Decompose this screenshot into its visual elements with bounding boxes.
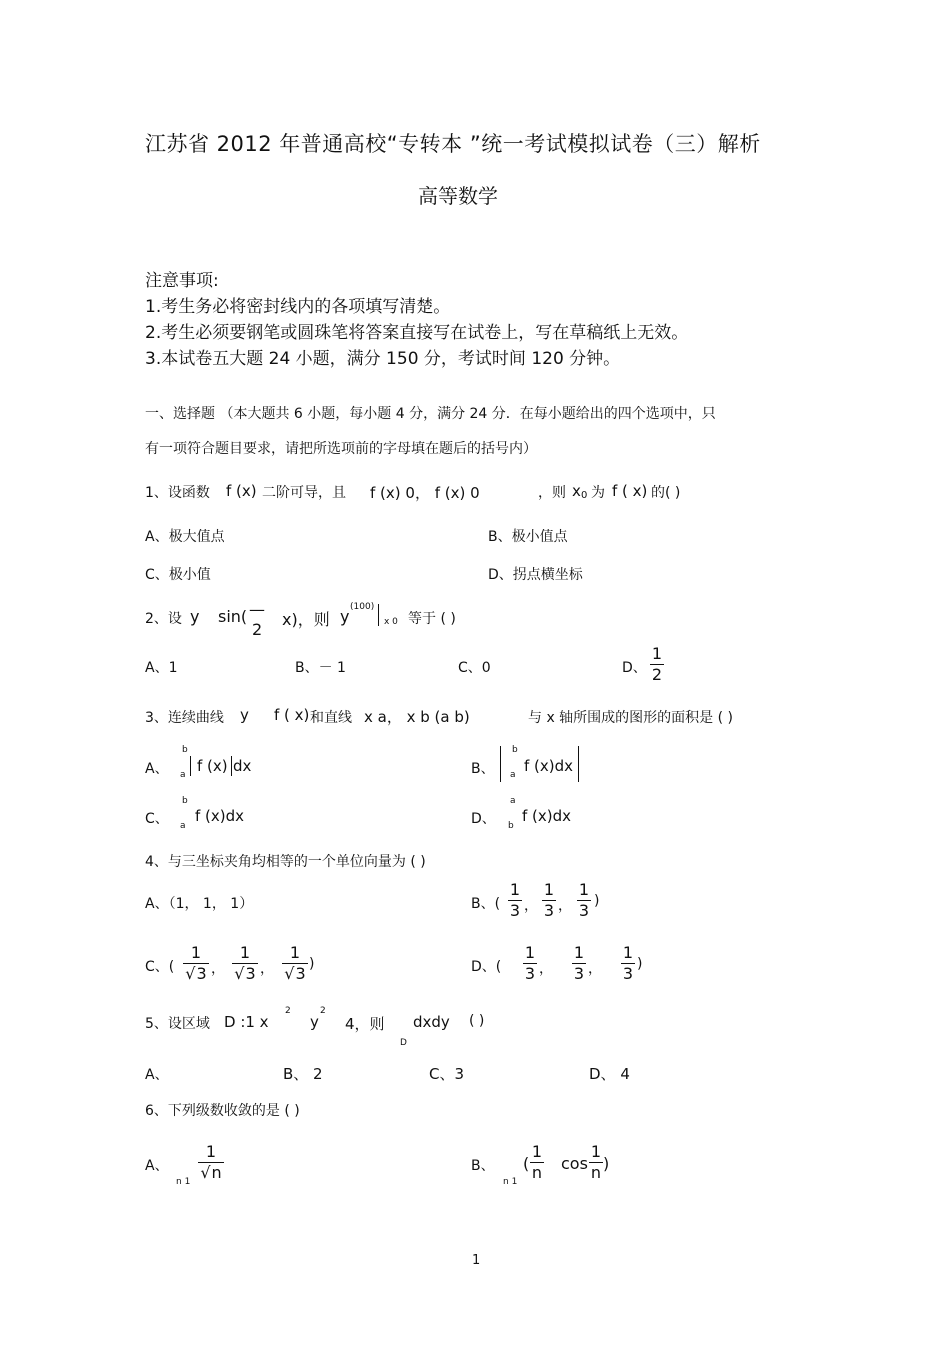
q2-eval-subscript: x 0 <box>384 617 398 627</box>
notes-block <box>145 268 688 372</box>
q3-function: f ( x) <box>274 706 310 724</box>
q3-option-b: B、 <box>471 761 495 777</box>
q4-option-b: B、( <box>471 896 501 912</box>
q5-domain: D :1 x <box>224 1013 269 1031</box>
q5-y: y <box>310 1013 319 1031</box>
q1-label: 1、设函数 <box>145 485 210 501</box>
q3-option-c: C、 <box>145 811 169 827</box>
q1-option-a: A、极大值点 <box>145 529 225 545</box>
q4-c-close: ) <box>309 956 315 972</box>
q1-x: x <box>572 482 581 500</box>
q4-b-fraction-1: 1 3 <box>509 880 521 920</box>
q3-b-abs-left <box>500 746 501 782</box>
q3-b-lower-limit: a <box>510 770 516 780</box>
q2-option-a: A、1 <box>145 660 178 676</box>
q4-d-close: ) <box>637 956 643 972</box>
q1-option-c: C、极小值 <box>145 567 211 583</box>
q3-b-integrand: f (x)dx <box>524 757 574 775</box>
q4-option-a: A、（1， 1， 1） <box>145 896 254 912</box>
q2-option-b: B、－ 1 <box>295 660 346 676</box>
q5-exp-2: 2 <box>320 1006 326 1016</box>
q2-sin: sin( <box>218 607 248 626</box>
q4-c-fraction-1: 1 √3 <box>183 944 209 983</box>
q1-text: 二阶可导，且 <box>262 485 346 501</box>
q3-a-abs-left <box>190 756 191 776</box>
q4-b-fraction-2: 1 3 <box>543 880 555 920</box>
q2-y: y <box>190 607 200 626</box>
q2-option-c: C、0 <box>458 660 491 676</box>
page-number: 1 <box>472 1253 481 1268</box>
q5-option-d: D、 4 <box>589 1065 630 1083</box>
q4-c-fraction-2: 1 √3 <box>232 944 258 983</box>
q3-a-upper-limit: b <box>182 745 188 755</box>
q5-blank: ( ) <box>469 1013 485 1029</box>
q2-option-d: D、 <box>622 660 647 676</box>
q2-y2: y <box>340 607 350 626</box>
section-heading-line2: 有一项符合题目要求，请把所选项前的字母填在题后的括号内） <box>145 441 537 457</box>
q3-blank: 与 x 轴所围成的图形的面积是 ( ) <box>528 710 734 726</box>
q4-c-fraction-3: 1 √3 <box>282 944 308 983</box>
q3-d-lower-limit: b <box>508 821 514 831</box>
q6-b-fraction-1: 1 n <box>531 1142 543 1182</box>
q5-option-a: A、 <box>145 1067 169 1083</box>
q6-option-b: B、 <box>471 1158 495 1174</box>
section-heading-line1: 一、选择题 （本大题共 6 小题，每小题 4 分，满分 24 分．在每小题给出的四个选项中，只 <box>145 406 716 422</box>
q5-option-c: C、3 <box>429 1065 465 1083</box>
q3-y: y <box>240 706 249 724</box>
q3-a-dx: dx <box>233 757 252 775</box>
q6-option-a: A、 <box>145 1158 169 1174</box>
q4-d-comma: ， <box>539 961 553 977</box>
q3-option-a: A、 <box>145 761 169 777</box>
q4-c-comma: ， <box>260 961 274 977</box>
q2-derivative-order: (100) <box>350 602 375 612</box>
q5-dxdy: dxdy <box>413 1013 450 1031</box>
q3-label: 3、连续曲线 <box>145 710 224 726</box>
q5-label: 5、设区域 <box>145 1016 210 1032</box>
q3-option-d: D、 <box>471 811 496 827</box>
document-subtitle: 高等数学 <box>418 184 498 208</box>
q4-d-fraction-3: 1 3 <box>622 943 634 983</box>
q1-wei: 为 <box>591 485 605 501</box>
q4-d-fraction-1: 1 3 <box>524 943 536 983</box>
q2-x-close: x)，则 <box>282 610 330 629</box>
q1-blank: 的( ) <box>651 485 681 501</box>
q4-b-comma: ， <box>524 898 538 914</box>
note-item: 3.本试卷五大题 24 小题，满分 150 分，考试时间 120 分钟。 <box>145 349 621 369</box>
q4-b-fraction-3: 1 3 <box>578 880 590 920</box>
q6-b-close: ) <box>603 1154 610 1173</box>
q1-option-d: D、拐点横坐标 <box>488 567 583 583</box>
q4-d-comma: ， <box>588 961 602 977</box>
notes-heading: 注意事项: <box>145 271 219 291</box>
q3-c-upper-limit: b <box>182 796 188 806</box>
q2-pi-bar: — <box>249 600 265 619</box>
q4-label: 4、与三坐标夹角均相等的一个单位向量为 ( ) <box>145 854 426 870</box>
q5-region-subscript: D <box>400 1038 407 1048</box>
q3-a-lower-limit: a <box>180 770 186 780</box>
q4-option-c: C、( <box>145 959 175 975</box>
q2-label: 2、设 <box>145 611 182 627</box>
q3-b-abs-right <box>578 746 579 782</box>
q1-function: f (x) <box>226 482 257 500</box>
q1-option-b: B、极小值点 <box>488 529 568 545</box>
q3-a-integrand: f (x) <box>197 757 228 775</box>
q1-function-2: f ( x) <box>612 482 648 500</box>
q5-exp-1: 2 <box>285 1006 291 1016</box>
q1-then: ，则 <box>538 485 566 501</box>
q5-rest: 4，则 <box>345 1015 385 1033</box>
q6-label: 6、下列级数收敛的是 ( ) <box>145 1103 300 1119</box>
q5-option-b: B、 2 <box>283 1065 323 1083</box>
q6-a-sum-index: n 1 <box>176 1177 191 1187</box>
q2-blank: 等于 ( ) <box>408 611 456 627</box>
q4-option-d: D、( <box>471 959 502 975</box>
q4-c-comma: ， <box>211 961 225 977</box>
q3-a-abs-right <box>231 756 232 776</box>
document-title: 江苏省 2012 年普通高校“专转本 ”统一考试模拟试卷（三）解析 <box>145 132 761 156</box>
note-item: 2.考生必须要钢笔或圆珠笔将答案直接写在试卷上，写在草稿纸上无效。 <box>145 323 689 343</box>
note-item: 1.考生务必将密封线内的各项填写清楚。 <box>145 297 451 317</box>
q3-b-upper-limit: b <box>512 745 518 755</box>
q6-b-sum-index: n 1 <box>503 1177 518 1187</box>
q4-b-comma: ， <box>558 898 572 914</box>
q3-d-upper-limit: a <box>510 796 516 806</box>
q3-d-integrand: f (x)dx <box>522 807 572 825</box>
q3-lines: x a， x b (a b) <box>364 708 470 726</box>
q1-x-subscript: 0 <box>581 490 588 501</box>
q6-b-cos: cos <box>561 1154 588 1173</box>
q2-eval-bar <box>378 604 379 626</box>
q4-b-close: ) <box>594 893 600 909</box>
q3-c-integrand: f (x)dx <box>195 807 245 825</box>
q4-d-fraction-2: 1 3 <box>573 943 585 983</box>
q3-c-lower-limit: a <box>180 821 186 831</box>
q2-half-denominator: 2 <box>252 620 263 639</box>
q1-condition: f (x) 0， f (x) 0 <box>370 484 480 502</box>
q2-option-d-fraction: 1 2 <box>651 644 663 684</box>
q3-text: 和直线 <box>310 710 352 726</box>
q6-b-fraction-2: 1 n <box>590 1142 602 1182</box>
q6-a-term: 1 √n <box>198 1143 224 1182</box>
q6-b-open: ( <box>523 1154 530 1173</box>
